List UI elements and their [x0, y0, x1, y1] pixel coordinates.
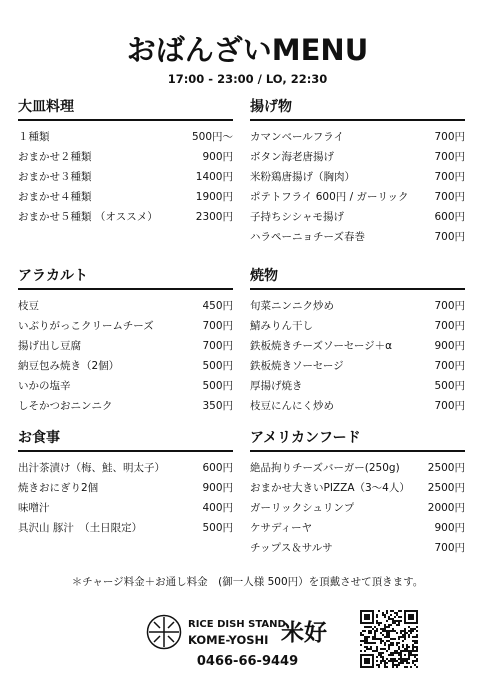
menu-item-price: 600円: [202, 461, 233, 474]
menu-item-price: 900円: [434, 521, 465, 534]
menu-item-name: 鯖みりん干し: [250, 319, 313, 332]
menu-item-price: 700円: [434, 130, 465, 143]
section-oshokuji: [18, 427, 233, 537]
menu-item-name: おまかせ３種類: [18, 170, 92, 183]
menu-item-price: 700円: [434, 150, 465, 163]
menu-item-name: 出汁茶漬け（梅、鮭、明太子）: [18, 461, 165, 474]
menu-item-row: [250, 206, 465, 226]
charge-note: ＊チャージ料金＋お通し料金 (御一人様 500円）を頂戴させて頂きます。: [71, 576, 424, 588]
menu-item-price: 500円: [434, 379, 465, 392]
menu-item-row: [18, 335, 233, 355]
menu-item-price: 900円: [202, 150, 233, 163]
menu-item-name: おまかせ２種類: [18, 150, 92, 163]
menu-item-row: [250, 335, 465, 355]
section-title: アラカルト: [18, 265, 233, 290]
menu-item-row: [18, 355, 233, 375]
menu-item-name: おまかせ大きいPIZZA（3〜4人）: [250, 481, 410, 494]
menu-item-name: 枝豆にんにく炒め: [250, 399, 334, 412]
menu-item-price: 700円: [434, 399, 465, 412]
menu-item-price: 700円: [434, 319, 465, 332]
menu-item-name: しそかつおニンニク: [18, 399, 113, 412]
menu-item-name: 鉄板焼きチーズソーセージ＋α: [250, 339, 393, 352]
menu-item-row: [18, 315, 233, 335]
menu-item-row: [250, 477, 465, 497]
menu-item-row: [250, 517, 465, 537]
menu-item-name: いかの塩辛: [18, 379, 71, 392]
menu-item-name: いぶりがっこクリームチーズ: [18, 319, 154, 332]
section-alacarte: [18, 265, 233, 415]
phone-number: 0466-66-9449: [196, 654, 299, 669]
menu-item-price: 500円: [202, 379, 233, 392]
menu-item-price: 2300円: [195, 210, 233, 223]
menu-item-name: 具沢山 豚汁 （土日限定）: [18, 521, 143, 534]
menu-item-name: おまかせ５種類 （オススメ）: [18, 210, 158, 223]
section-agemono: [250, 96, 465, 246]
menu-item-row: [18, 395, 233, 415]
menu-item-name: 揚げ出し豆腐: [18, 339, 81, 352]
menu-item-row: [18, 295, 233, 315]
menu-item-row: [250, 315, 465, 335]
menu-item-price: 1400円: [195, 170, 233, 183]
menu-item-name: チップス＆サルサ: [250, 541, 333, 554]
menu-item-row: [250, 355, 465, 375]
menu-item-price: 900円: [202, 481, 233, 494]
section-title: 揚げ物: [250, 96, 465, 121]
menu-item-row: [250, 146, 465, 166]
menu-item-name: 子持ちシシャモ揚げ: [250, 210, 345, 223]
menu-item-row: [18, 206, 233, 226]
menu-item-row: [250, 186, 465, 206]
qr-code-icon[interactable]: [360, 610, 418, 668]
menu-item-row: [250, 497, 465, 517]
menu-item-price: 2500円: [427, 461, 465, 474]
menu-item-row: [18, 457, 233, 477]
menu-item-name: 米粉鶏唐揚げ（胸肉）: [250, 170, 355, 183]
menu-item-price: 500円: [202, 359, 233, 372]
menu-item-name: おまかせ４種類: [18, 190, 92, 203]
section-yakimono: [250, 265, 465, 415]
menu-item-price: 500円〜: [191, 130, 233, 143]
menu-item-row: [18, 146, 233, 166]
menu-item-row: [18, 186, 233, 206]
menu-item-name: 焼きおにぎり2個: [18, 481, 99, 494]
menu-item-price: 700円: [434, 299, 465, 312]
menu-item-row: [250, 375, 465, 395]
menu-item-row: [18, 126, 233, 146]
menu-item-price: 700円: [434, 230, 465, 243]
menu-item-price: 700円: [434, 190, 465, 203]
menu-item-row: [18, 517, 233, 537]
menu-item-name: カマンベールフライ: [250, 130, 344, 143]
section-american: [250, 427, 465, 557]
business-hours: 17:00 - 23:00 / LO, 22:30: [167, 72, 328, 86]
menu-item-price: 700円: [434, 541, 465, 554]
brand-name-en-line1: RICE DISH STAND: [188, 619, 286, 630]
menu-title: おばんざいMENU: [126, 33, 369, 67]
menu-item-price: 450円: [202, 299, 233, 312]
menu-item-name: ポテトフライ 600円 / ガーリック: [250, 190, 409, 203]
menu-item-price: 350円: [202, 399, 233, 412]
menu-item-name: 旬菜ニンニク炒め: [250, 299, 334, 312]
menu-item-price: 700円: [434, 170, 465, 183]
menu-item-price: 600円: [434, 210, 465, 223]
brand-name-en-line2: KOME-YOSHI: [188, 633, 269, 647]
brand-name-jp: 米好: [281, 620, 327, 646]
section-title: アメリカンフード: [250, 427, 465, 452]
menu-item-name: ケサディーヤ: [250, 521, 313, 534]
menu-item-row: [250, 166, 465, 186]
menu-item-price: 700円: [202, 339, 233, 352]
menu-item-row: [250, 537, 465, 557]
menu-item-name: 厚揚げ焼き: [250, 379, 303, 392]
menu-item-name: 味噌汁: [18, 501, 50, 514]
menu-item-row: [18, 497, 233, 517]
menu-item-price: 700円: [434, 359, 465, 372]
menu-item-price: 700円: [202, 319, 233, 332]
menu-item-name: 枝豆: [18, 299, 39, 312]
section-oozara: [18, 96, 233, 226]
menu-item-row: [18, 375, 233, 395]
menu-item-row: [250, 457, 465, 477]
menu-item-row: [18, 166, 233, 186]
menu-item-price: 500円: [202, 521, 233, 534]
menu-item-name: 絶品拘りチーズバーガー(250g): [250, 461, 400, 474]
section-title: 大皿料理: [18, 96, 233, 121]
menu-item-name: 納豆包み焼き（2個）: [18, 359, 120, 372]
menu-item-row: [18, 477, 233, 497]
menu-item-price: 900円: [434, 339, 465, 352]
menu-item-name: ハラペーニョチーズ春巻: [250, 230, 365, 243]
menu-item-name: 鉄板焼きソーセージ: [250, 359, 344, 372]
section-title: お食事: [18, 427, 233, 452]
menu-item-row: [250, 395, 465, 415]
rice-grain-logo-icon: [146, 614, 182, 650]
menu-item-row: [250, 126, 465, 146]
menu-item-price: 400円: [202, 501, 233, 514]
menu-item-name: １種類: [18, 130, 50, 143]
menu-item-price: 2500円: [427, 481, 465, 494]
section-title: 焼物: [250, 265, 465, 290]
menu-item-price: 2000円: [427, 501, 465, 514]
menu-item-name: ガーリックシュリンプ: [250, 501, 355, 514]
menu-item-row: [250, 295, 465, 315]
menu-item-name: ボタン海老唐揚げ: [250, 150, 334, 163]
menu-item-row: [250, 226, 465, 246]
menu-item-price: 1900円: [195, 190, 233, 203]
